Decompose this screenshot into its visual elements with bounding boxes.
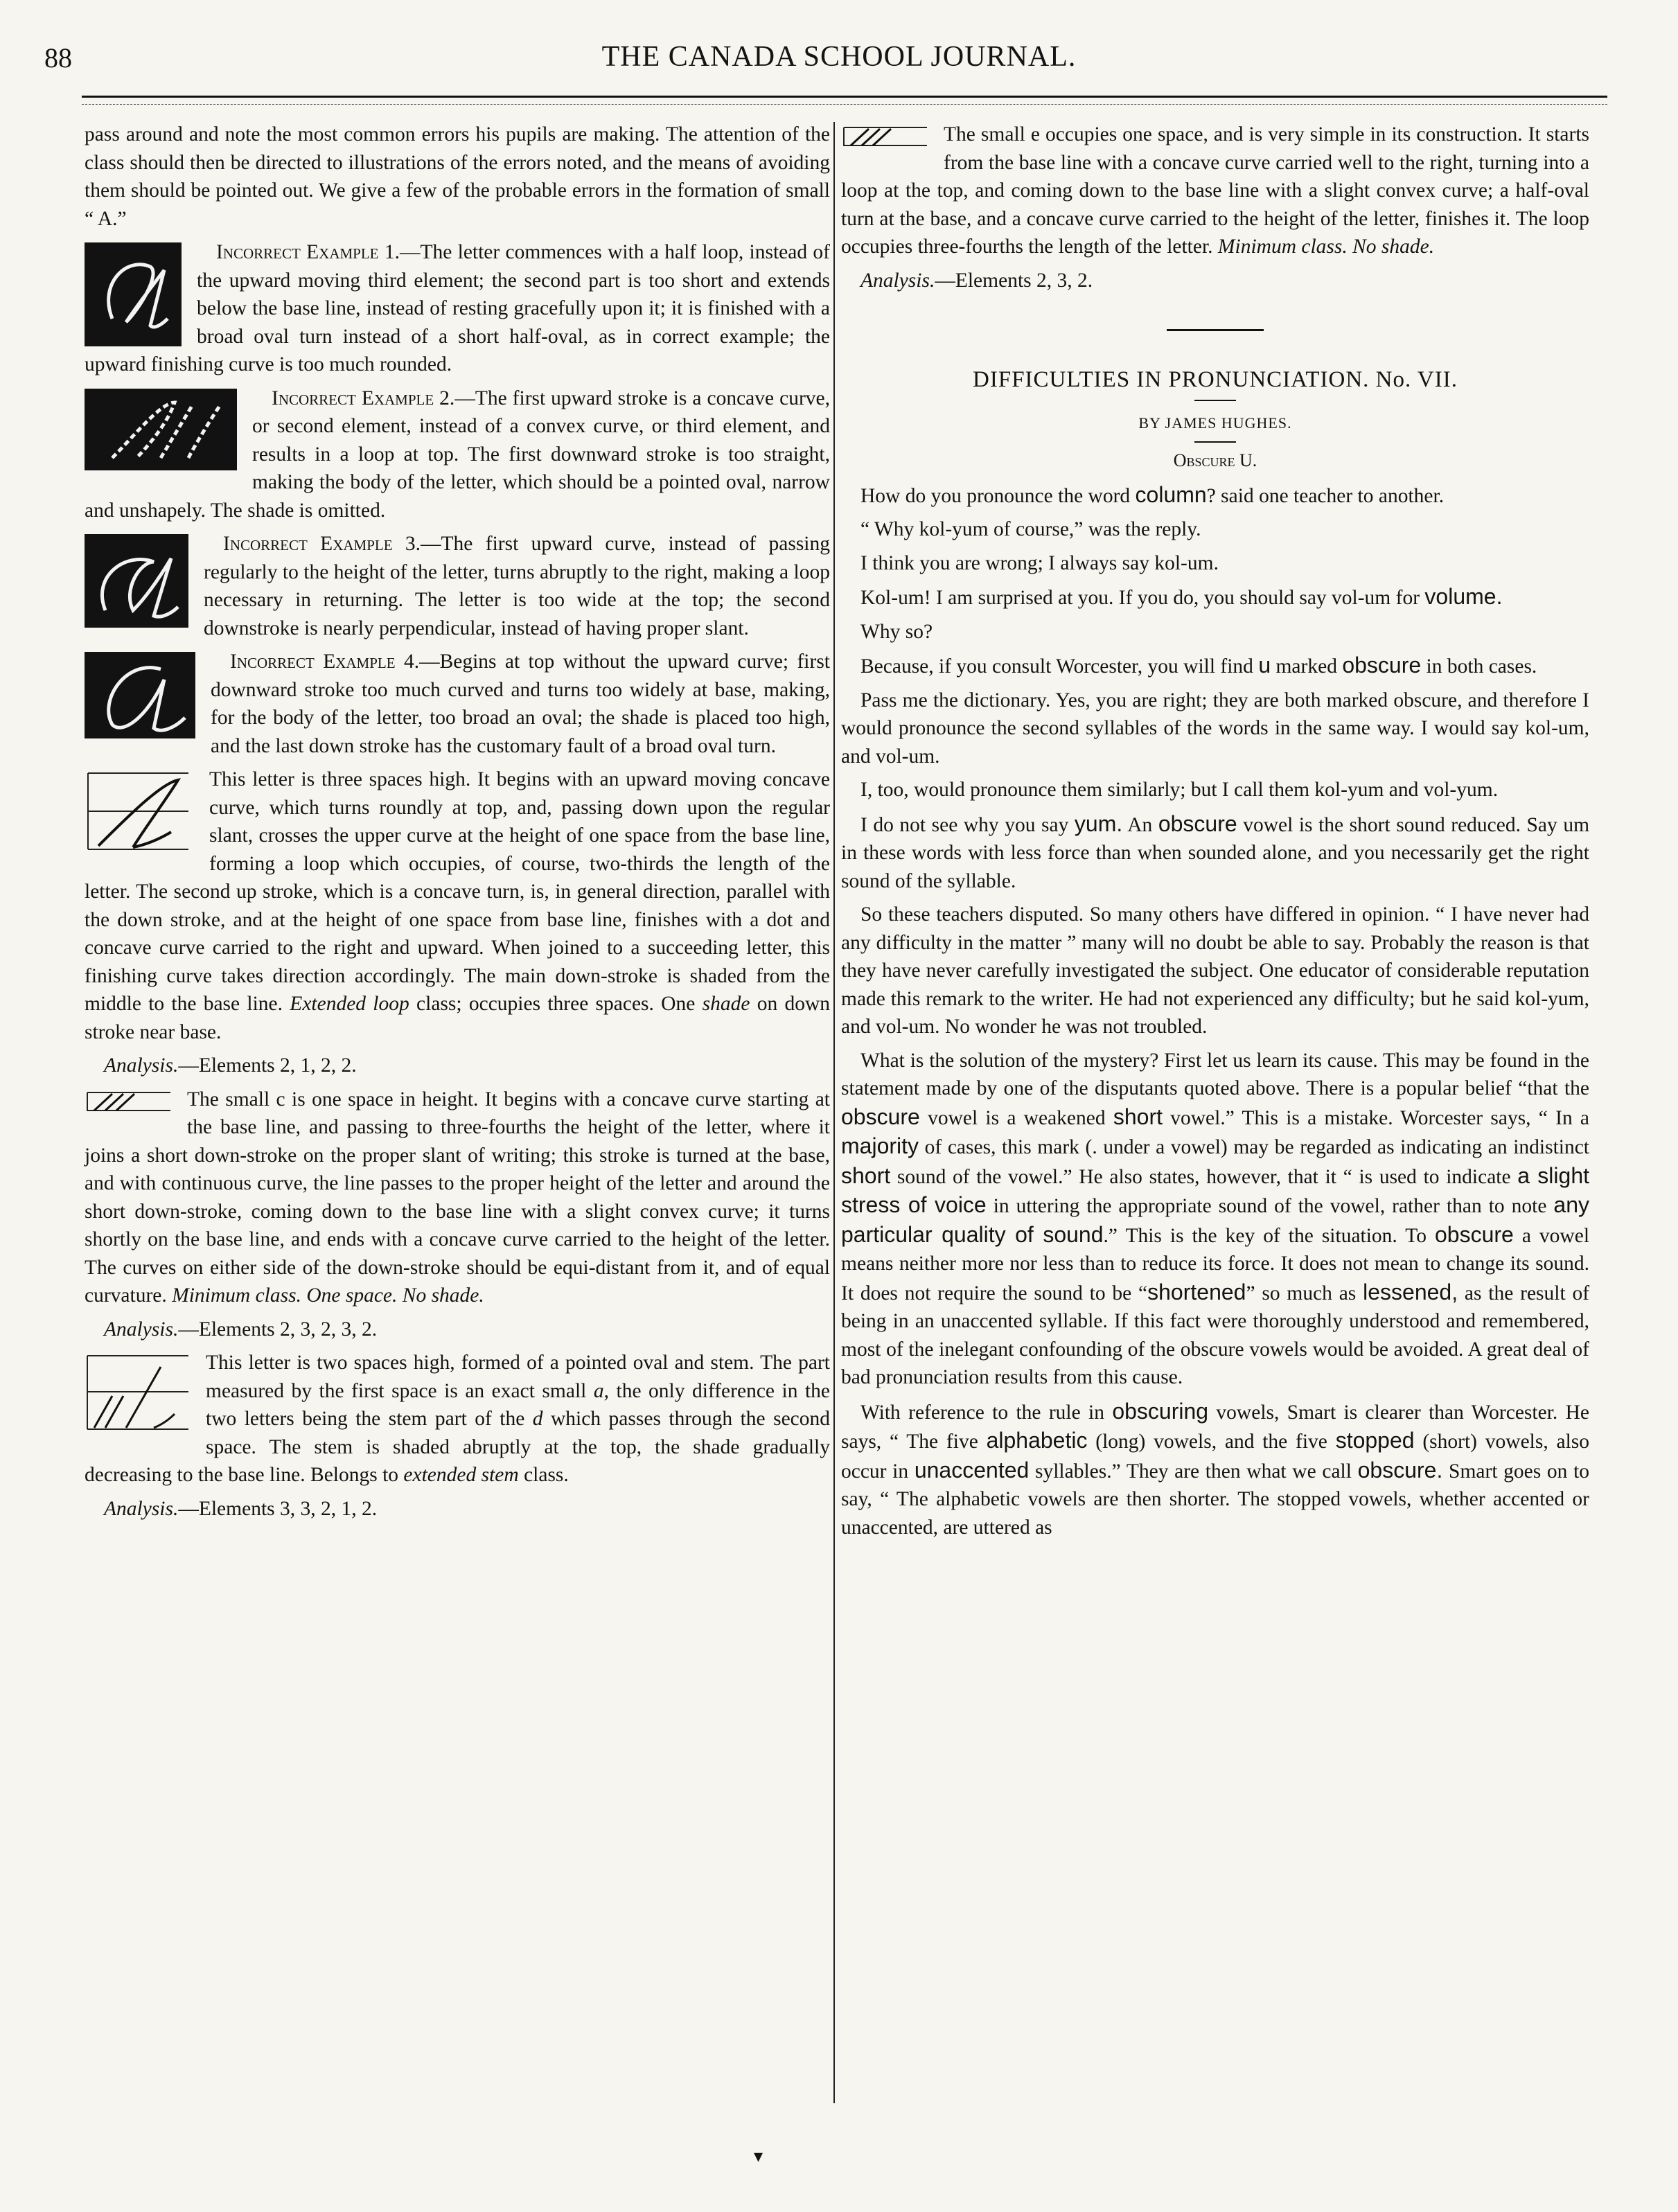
left-column <box>85 121 830 1528</box>
example-label: Incorrect Example 3. <box>223 533 421 555</box>
incorrect-example-3 <box>85 530 830 642</box>
paragraph: Why so? <box>860 620 933 643</box>
paragraph: What is the solution of the mystery? First let us learn its cause. This may be found in the statement made by one of the disputants quoted above. There is a popular belief “that the obscure vowel is a weakened short vowel.” This is a mistake. Worcester says, “ In a majority of cases, this mark (. under a vowel) may be regarded as indicating an indistinct short sound of the vowel.” He also states, however, that it “ is used to indicate a slight stress of voice in uttering the appropriate sound of the vowel, rather than to note any particular quality of sound.” This is the key of the situation. To obscure a vowel means neither more nor less than to reduce its force. It does not mean to change its sound. It does not require the sound to be “shortened” so much as lessened, as the result of being in an unaccented syllable. If this fact were thoroughly understood and remembered, most of the inelegant confounding of the obscure vowels would be avoided. A great deal of bad pronunciation results from this cause. <box>841 1049 1590 1388</box>
example-text: —The letter commences with a half loop, instead of the upward moving third element; the second part is too short and extends below the base line, instead of resting gracefully upon it; it is finished with a broad oval turn instead of a short half-oval, as in correct example; the upward finishing curve is too much rounded. <box>85 241 830 375</box>
paragraph: Kol-um! I am surprised at you. If you do, you should say vol-um for volume. <box>860 584 1503 609</box>
incorrect-example-4 <box>85 648 830 760</box>
script-a-illustration-2 <box>85 389 237 470</box>
article-byline: BY JAMES HUGHES. <box>1138 414 1292 432</box>
incorrect-example-2 <box>85 384 830 525</box>
example-label: Incorrect Example 4. <box>230 651 420 673</box>
letter-l-guide-illustration <box>85 770 195 853</box>
article-subhead: Obscure U. <box>1173 450 1257 470</box>
section-rule <box>1167 329 1264 331</box>
byline-rule <box>1194 441 1236 443</box>
example-text: —Begins at top without the upward curve; first downward stroke too much curved and turns too widely at base, making, for the body of the letter, too broad an oval; the shade is placed too high, and the last down stroke has the customary fault of a broad oval turn. <box>211 651 831 757</box>
script-a-illustration-1 <box>85 242 182 346</box>
letter-d-guide-illustration <box>85 1353 192 1433</box>
example-text: —The first upward stroke is a concave curve, or second element, instead of a convex curve, or third element, and results in a loop at top. The first downward stroke is too straight, making the body of the letter, which should be a pointed oval, narrow and unshapely. The shade is omitted. <box>85 387 830 522</box>
analysis-d: Analysis.—Elements 3, 3, 2, 1, 2. <box>104 1497 378 1520</box>
paragraph: pass around and note the most common errors his pupils are making. The attention of the class should then be directed to illustrations of the errors noted, and the means of avoiding them should be pointed out. We give a few of the probable errors in the formation of small “ A.” <box>85 123 830 230</box>
journal-title: THE CANADA SCHOOL JOURNAL. <box>601 41 1077 73</box>
incorrect-example-1 <box>85 238 830 379</box>
paragraph: With reference to the rule in obscuring vowels, Smart is clearer than Worcester. He says, “ The five alphabetic (long) vowels, and the five stopped (short) vowels, also occur in unaccented syllables.” They are then what we call obscure. Smart goes on to say, “ The alphabetic vowels are then shorter. The stopped vowels, whether accented or unaccented, are uttered as <box>841 1398 1590 1539</box>
analysis-c: Analysis.—Elements 2, 3, 2, 3, 2. <box>104 1318 378 1341</box>
script-a-illustration-4 <box>85 652 195 738</box>
paragraph: I do not see why you say yum. An obscure vowel is the short sound reduced. Say um in these words with less force than when sounded alone, and you necessarily get the right sound of the syllable. <box>841 811 1590 892</box>
bottom-ornament: ▾ <box>754 2146 763 2166</box>
paragraph: Because, if you consult Worcester, you will find u marked obscure in both cases. <box>860 653 1537 678</box>
letter-d-description: This letter is two spaces high, formed of a pointed oval and stem. The part measured by the first space is an exact small a, the only difference in the two letters being the stem part of the d which passes through the second space. The stem is shaded abruptly at the top, the shade gradually decreasing to the base line. Belongs to extended stem class. <box>85 1352 831 1486</box>
paragraph: I, too, would pronounce them similarly; but I call them kol-yum and vol-yum. <box>860 779 1499 801</box>
letter-e-guide-illustration <box>841 125 930 148</box>
column-divider <box>833 122 835 2103</box>
header-rule-dashed <box>82 104 1607 105</box>
analysis-l: Analysis.—Elements 2, 1, 2, 2. <box>104 1054 357 1077</box>
header-rule <box>82 96 1607 98</box>
paragraph: How do you pronounce the word column? said one teacher to another. <box>860 481 1445 507</box>
letter-l-description: This letter is three spaces high. It begins with an upward moving concave curve, which turns roundly at top, and, passing down upon the regular slant, crosses the upper curve at the height of one space from the base line, forming a loop which occupies, of course, two-thirds the length of the letter. The second up stroke, which is a concave turn, is, in general direction, parallel with the down stroke, and at the height of one space from base line, finishes with a dot and concave curve carried to the right and upward. When joined to a succeeding letter, this finishing curve takes direction accordingly. The main down-stroke is shaded from the middle to the base line. Extended loop class; occupies three spaces. One shade on down stroke near base. <box>85 768 831 1043</box>
example-label: Incorrect Example 2. <box>272 387 455 409</box>
article-title: DIFFICULTIES IN PRONUNCIATION. No. VII. <box>973 367 1458 392</box>
letter-e-description: The small e occupies one space, and is very simple in its construction. It starts from the base line with a concave curve carried well to the right, turning into a loop at the top, and coming down to the base line with a slight convex curve; a half-oval turn at the base, and a concave curve carried to the height of the letter, finishes it. The loop occupies three-fourths the length of the letter. Minimum class. No shade. <box>841 123 1589 258</box>
page-number: 88 <box>44 42 72 73</box>
analysis-e: Analysis.—Elements 2, 3, 2. <box>860 269 1093 292</box>
paragraph: So these teachers disputed. So many others have differed in opinion. “ I have never had any difficulty in the matter ” many will no doubt be able to say. Probably the reason is that they have never carefully investigated the subject. One educator of considerable reputation made this remark to the writer. He had not experienced any difficulty; but he said kol-yum, and vol-um. No wonder he was not troubled. <box>841 903 1589 1038</box>
letter-c-description: The small c is one space in height. It begins with a concave curve starting at the base line, and passing to three-fourths the height of the letter, where it joins a short down-stroke on the proper slant of writing; this stroke is turned at the base, and with continuous curve, the line passes to the proper height of the letter and around the short down-stroke, coming down to the base line with a slight convex curve; it turns shortly on the base line, and ends with a concave curve carried to the height of the letter. The curves on either side of the down-stroke should be equi-distant from it, and of equal curvature. Minimum class. One space. No shade. <box>85 1088 830 1307</box>
letter-c-guide-illustration <box>85 1090 173 1113</box>
title-rule <box>1194 400 1236 401</box>
example-label: Incorrect Example 1. <box>216 241 400 263</box>
script-a-illustration-3 <box>85 534 188 628</box>
example-text: —The first upward curve, instead of passing regularly to the height of the letter, turns abruptly to the right, making a loop necessary in returning. The letter is too wide at the top; the second downstroke is nearly perpendicular, instead of having proper slant. <box>204 533 831 639</box>
paragraph: Pass me the dictionary. Yes, you are right; they are both marked obscure, and therefore I would pronounce the second syllables of the words in the same way. I would say kol-um, and vol-um. <box>841 689 1589 768</box>
paragraph: “ Why kol-yum of course,” was the reply. <box>860 518 1201 540</box>
paragraph: I think you are wrong; I always say kol-um. <box>860 551 1219 574</box>
right-column <box>841 121 1589 1547</box>
